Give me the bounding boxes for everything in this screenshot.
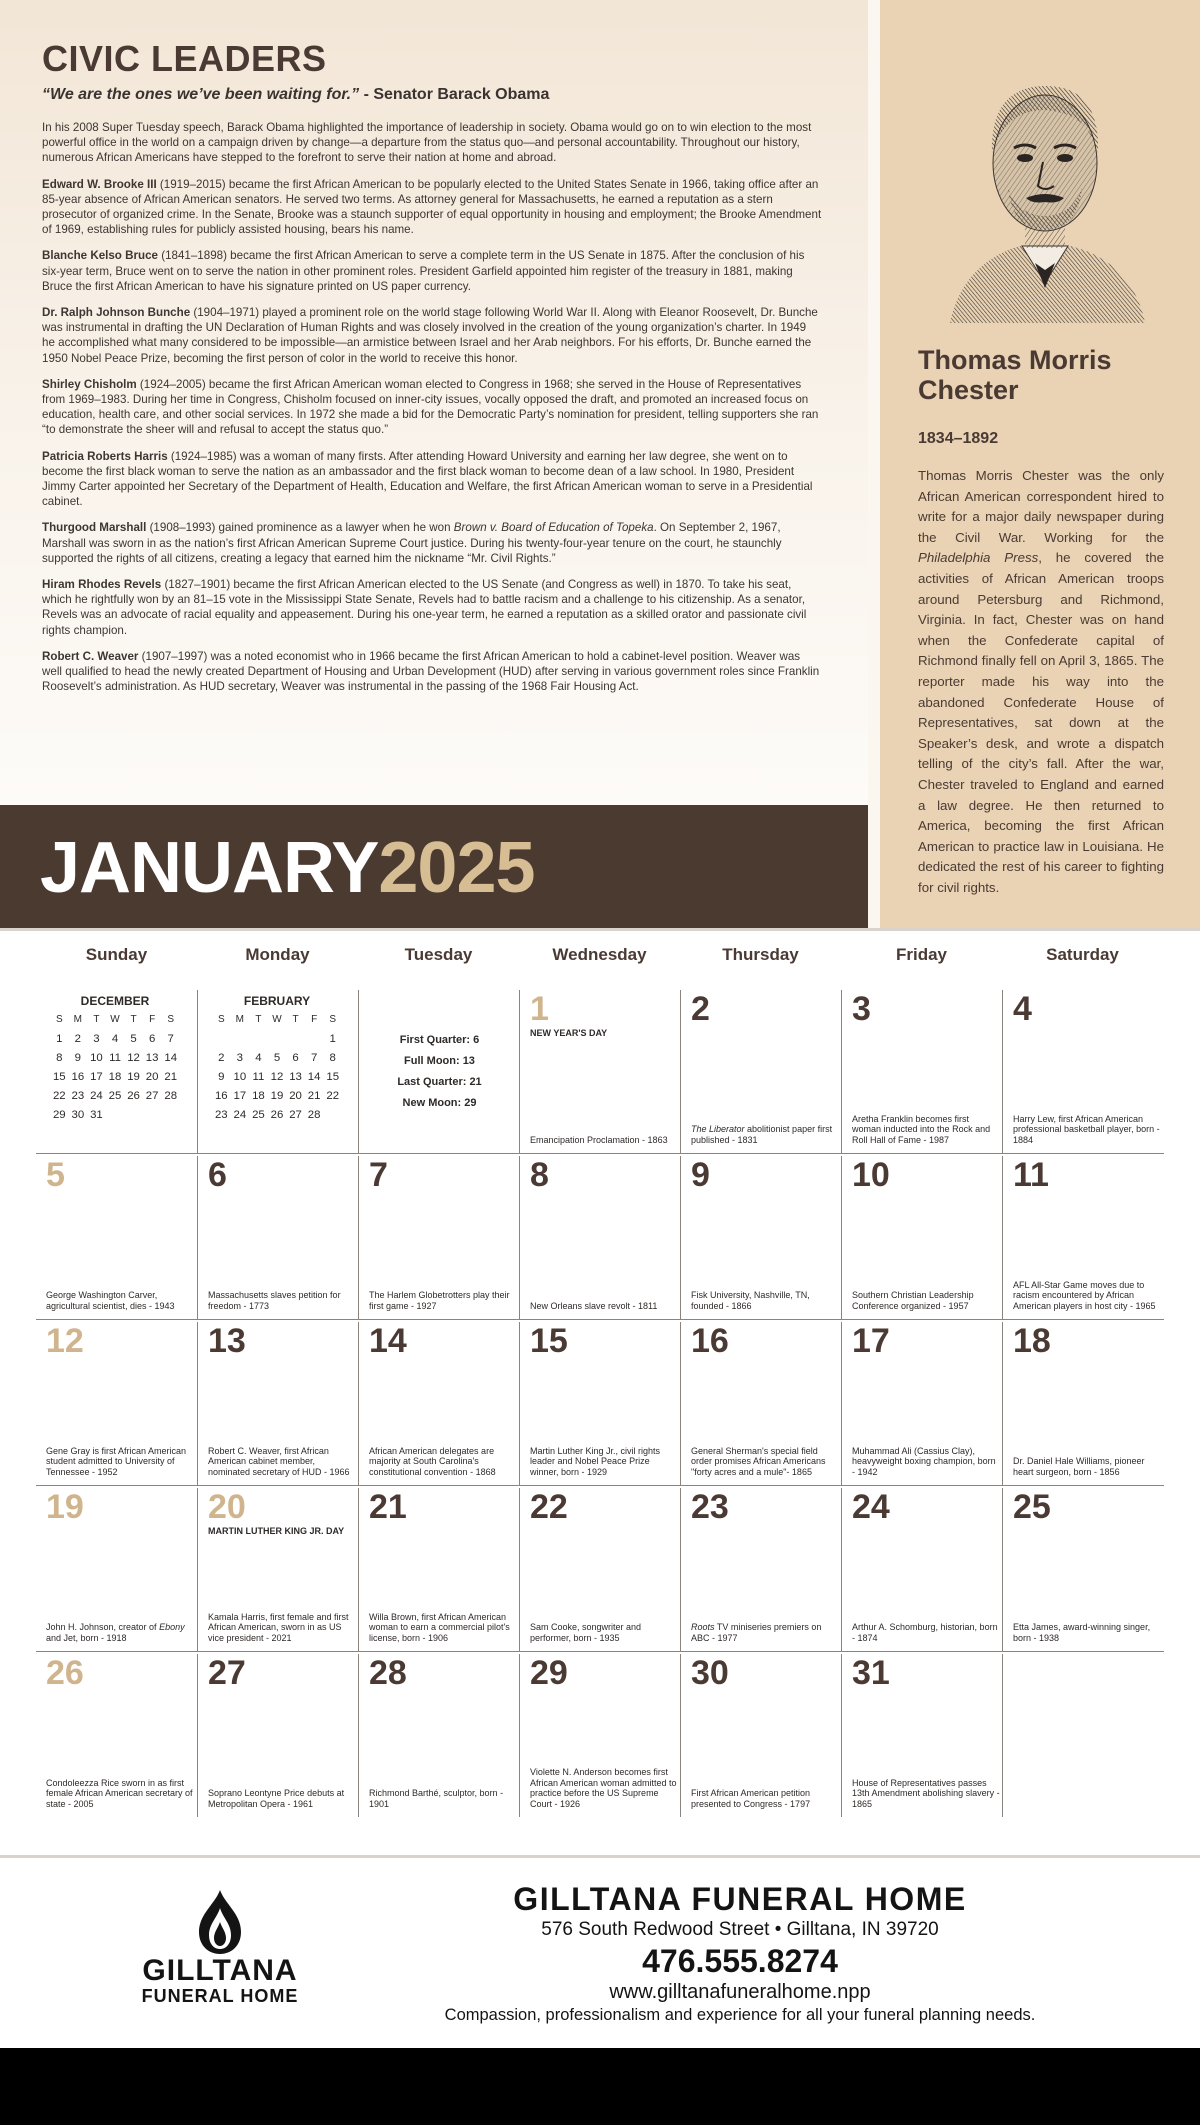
day-number: 28	[369, 1654, 407, 1692]
business-website[interactable]: www.gilltanafuneralhome.npp	[609, 1981, 871, 2003]
top-section	[0, 0, 1200, 928]
empty-day-cell	[1002, 1654, 1163, 1817]
mini-calendar-day: 24	[233, 1109, 247, 1121]
event-text: and Jet, born - 1918	[46, 1632, 127, 1643]
mini-calendar-day: 8	[329, 1052, 336, 1064]
holiday-label: MARTIN LUTHER KING JR. DAY	[208, 1526, 345, 1536]
mini-calendar-day: 19	[127, 1071, 140, 1083]
day-number: 19	[46, 1488, 84, 1526]
mini-calendar-day	[161, 1107, 180, 1123]
bio-text-2: , he covered the activities of African American troops around Petersburg and Richmond, Virginia. In fact, Chester was on hand when the Confederate capital of Richmond finally fell on April 3, 1865. The reporter made his way into the abandoned Confederate House of Representatives, sat down at the Speaker’s desk, and wrote a dispatch telling of the city’s fall. After the war, Chester traveled to England and earned a law degree. He then returned to America, becoming the first African American to practice law in Louisiana. He dedicated the rest of his career to fighting for civil rights.	[918, 550, 1164, 895]
day-cell[interactable]	[36, 1322, 197, 1485]
day-event	[852, 1114, 1000, 1146]
leader-name: Thurgood Marshall	[42, 521, 147, 535]
day-cell[interactable]	[519, 990, 680, 1153]
leader-text: (1841–1898) became the first African American to serve a complete term in the US Senate in 1875. After the conclusion of his six-year term, Bruce went on to serve the nation in other prominent roles. President Garfield appointed him register of the treasury in 1881, making Bruce the first African American to have his signature printed on US paper currency.	[42, 249, 805, 293]
mini-calendar-day: 27	[145, 1090, 159, 1102]
leader-paragraph	[42, 305, 822, 366]
civic-leaders-panel	[0, 0, 868, 805]
mini-calendar-day	[106, 1107, 125, 1123]
mini-calendar-weekday: S	[167, 1014, 175, 1025]
weekday-header: Monday	[245, 945, 310, 964]
leader-name: Edward W. Brooke III	[42, 177, 157, 191]
divider-strip	[868, 0, 880, 928]
day-number: 31	[852, 1654, 890, 1692]
logo-name: GILLTANA	[142, 1954, 298, 1987]
event-text: Emancipation Proclamation - 1863	[530, 1134, 668, 1145]
mini-calendar-day	[305, 1031, 324, 1047]
mini-calendar-day: 12	[127, 1052, 140, 1064]
contact-info	[380, 1880, 1100, 2026]
mini-calendar-day	[323, 1107, 342, 1123]
footer	[0, 1858, 1200, 2048]
day-event	[852, 1778, 1000, 1810]
featured-panel	[880, 0, 1200, 928]
business-logo	[120, 1888, 320, 2018]
bio-italic: Philadelphia Press	[918, 550, 1039, 566]
weekday-header: Saturday	[1046, 945, 1119, 964]
day-event	[208, 1290, 356, 1311]
day-cell[interactable]	[36, 1156, 197, 1319]
mini-calendar-day: 13	[289, 1071, 302, 1083]
event-italic: Ebony	[159, 1622, 185, 1632]
event-text: Etta James, award-winning singer, born - 1938	[1013, 1622, 1151, 1643]
mini-calendar-day	[143, 1107, 162, 1123]
mini-calendar-day: 15	[326, 1071, 340, 1083]
mini-calendar-weekday: W	[272, 1014, 282, 1025]
mini-calendar-day	[212, 1031, 231, 1047]
day-cell[interactable]	[358, 1654, 519, 1817]
day-number: 3	[852, 990, 871, 1028]
mini-calendar-weekday: S	[217, 1014, 225, 1025]
day-number: 2	[691, 990, 710, 1028]
day-number: 15	[530, 1322, 568, 1360]
day-event	[530, 1622, 678, 1643]
weekday-header: Wednesday	[552, 945, 647, 964]
featured-bio	[918, 466, 1164, 898]
leader-paragraph	[42, 449, 822, 510]
mini-calendar-day: 6	[148, 1033, 156, 1045]
page-title: CIVIC LEADERS	[42, 38, 327, 79]
event-text: abolitionist paper first published - 1831	[691, 1124, 833, 1145]
day-event	[46, 1778, 194, 1810]
month-year: 2025	[378, 828, 535, 908]
day-cell[interactable]	[519, 1156, 680, 1319]
day-number: 8	[530, 1156, 549, 1194]
business-address: 576 South Redwood Street • Gilltana, IN 39720	[541, 1919, 939, 1940]
portrait-sketch-icon	[940, 58, 1150, 323]
day-cell[interactable]	[841, 1654, 1002, 1817]
day-number: 23	[691, 1488, 729, 1526]
leader-paragraph	[42, 377, 822, 438]
day-event	[691, 1290, 839, 1311]
event-text: Robert C. Weaver, first African American cabinet member, nominated secretary of HUD - 1966	[208, 1445, 350, 1477]
mini-calendar-day: 20	[289, 1090, 302, 1102]
mini-calendar-day: 19	[270, 1090, 284, 1102]
day-cell[interactable]	[680, 990, 841, 1153]
day-event	[1013, 1280, 1161, 1312]
leader-name: Patricia Roberts Harris	[42, 449, 168, 463]
divider	[0, 928, 1200, 931]
day-event	[369, 1788, 517, 1809]
mini-calendar-title: DECEMBER	[80, 994, 150, 1008]
day-cell[interactable]	[680, 1488, 841, 1651]
mini-calendar-weekday: F	[149, 1014, 156, 1025]
mini-calendar-cell[interactable]	[197, 990, 358, 1153]
day-number: 11	[1013, 1156, 1049, 1194]
mini-calendar-day	[268, 1031, 287, 1047]
event-text: House of Representatives passes 13th Amendment abolishing slavery - 1865	[852, 1777, 1000, 1809]
day-number: 27	[208, 1654, 246, 1692]
leader-text: (1908–1993) gained prominence as a lawyer when he won	[146, 521, 454, 535]
holiday-label: NEW YEAR'S DAY	[530, 1028, 608, 1038]
day-number: 16	[691, 1322, 729, 1360]
mini-calendar-day: 7	[167, 1033, 174, 1045]
mini-calendar-cell[interactable]	[36, 990, 197, 1153]
mini-calendar-day: 2	[74, 1033, 82, 1045]
day-event	[1013, 1114, 1161, 1146]
day-event	[691, 1622, 839, 1643]
leader-name: Robert C. Weaver	[42, 649, 139, 663]
mini-calendar-day: 30	[71, 1109, 85, 1121]
event-text: Muhammad Ali (Cassius Clay), heavyweight boxing champion, born - 1942	[852, 1445, 996, 1477]
day-event	[208, 1446, 356, 1478]
event-text: Southern Christian Leadership Conference organized - 1957	[852, 1290, 974, 1311]
mini-calendar-day: 22	[326, 1090, 340, 1102]
day-number: 18	[1013, 1322, 1051, 1360]
day-cell[interactable]	[1002, 1322, 1163, 1485]
leader-name: Hiram Rhodes Revels	[42, 578, 162, 592]
event-text: John H. Johnson, creator of	[46, 1622, 160, 1632]
mini-calendar-day: 25	[108, 1090, 122, 1102]
mini-calendar-day: 3	[93, 1033, 100, 1045]
day-number: 21	[369, 1488, 407, 1526]
mini-calendar-day	[124, 1107, 143, 1123]
day-event	[691, 1446, 839, 1478]
leader-name: Shirley Chisholm	[42, 377, 137, 391]
day-cell[interactable]	[1002, 1156, 1163, 1319]
quote-text: “We are the ones we’ve been waiting for.”	[42, 86, 360, 103]
mini-calendar-day	[50, 1126, 69, 1142]
featured-dates: 1834–1892	[918, 430, 999, 447]
event-text: Richmond Barthé, sculptor, born - 1901	[369, 1788, 504, 1809]
mini-calendar-weekday: T	[93, 1014, 100, 1025]
leader-paragraphs	[42, 120, 822, 706]
day-cell[interactable]	[358, 1488, 519, 1651]
day-number: 10	[852, 1156, 890, 1194]
day-event	[1013, 1622, 1161, 1643]
day-event	[530, 1135, 678, 1146]
leader-text: (1919–2015) became the first African American to be popularly elected to the United States Senate in 1966, taking office after an 85-year absence of African American senators. He served two terms. As attorney general for Massachusetts, he earned a reputation as a stern prosecutor of organized crime. In the Senate, Brooke was a staunch supporter of equal opportunity in housing and employment; the Brooke Amendment of 1969, establishing rules for publicly assisted housing, bears his name.	[42, 177, 822, 237]
day-cell[interactable]	[1002, 1488, 1163, 1651]
mini-calendar-day: 6	[292, 1052, 299, 1064]
business-tagline: Compassion, professionalism and experience for all your funeral planning needs.	[444, 2006, 1036, 2024]
featured-name: Thomas Morris Chester	[918, 345, 1112, 405]
day-event	[369, 1290, 517, 1311]
day-cell[interactable]	[841, 990, 1002, 1153]
mini-calendar-day: 1	[56, 1033, 63, 1045]
day-cell[interactable]	[197, 1654, 358, 1817]
month-name: JANUARY	[40, 828, 379, 908]
mini-calendar-day: 9	[74, 1052, 82, 1064]
mini-calendar-day: 25	[252, 1109, 265, 1121]
bottom-bar	[0, 2048, 1200, 2125]
leader-text: (1907–1997) was a noted economist who in 1966 became the first African American to hold a cabinet-level position. Weaver was well qualified to head the newly created Department of Housing and Urban Development (HUD) after serving in various government roles since Franklin Roosevelt’s administration. As HUD secretary, Weaver was instrumental in the passing of the 1968 Fair Housing Act.	[42, 649, 820, 694]
weekday-header: Thursday	[722, 945, 799, 964]
moon-phase: Last Quarter: 21	[397, 1076, 482, 1088]
mini-calendar-day: 17	[233, 1090, 247, 1102]
event-text: The Harlem Globetrotters play their first game - 1927	[369, 1290, 510, 1311]
day-cell[interactable]	[197, 1156, 358, 1319]
event-text: Willa Brown, first African American woman to earn a commercial pilot's license, born - 1906	[369, 1611, 510, 1643]
day-cell[interactable]	[1002, 990, 1163, 1153]
mini-calendar-weekday: F	[311, 1014, 318, 1025]
mini-calendar-day: 10	[233, 1071, 247, 1083]
day-number: 14	[369, 1322, 407, 1360]
day-event	[852, 1446, 1000, 1478]
mini-calendar-weekday: M	[235, 1014, 245, 1025]
event-text: Aretha Franklin becomes first woman inducted into the Rock and Roll Hall of Fame - 1987	[852, 1113, 991, 1145]
mini-calendar-day: 15	[52, 1071, 66, 1083]
day-number: 29	[530, 1654, 568, 1692]
mini-calendar-day: 10	[90, 1052, 103, 1064]
row-divider	[36, 1153, 1164, 1154]
day-event	[691, 1788, 839, 1809]
leader-text: (1924–1985) was a woman of many firsts. After attending Howard University and earning her law degree, she went on to become the first black woman to serve the nation as an ambassador and the first black woman to become dean of a law school. In 1980, President Jimmy Carter appointed her Secretary of the Department of Health, Education and Welfare, the first African American woman to serve in a Presidential cabinet.	[42, 449, 813, 509]
business-phone[interactable]: 476.555.8274	[642, 1943, 838, 1979]
event-italic: Roots	[691, 1622, 715, 1632]
day-number: 7	[369, 1156, 388, 1194]
day-cell[interactable]	[36, 1488, 197, 1651]
leader-text: (1924–2005) became the first African American woman elected to Congress in 1968; she served in the House of Representatives from 1969–1983. During her time in Congress, Chisholm focused on inner-city issues, vocally opposed the draft, and promoted an increased focus on education, health care, and other social services. In 1972 she made a bid for the Democratic Party’s nomination for president, telling supporters she ran “to demonstrate the sheer will and refusal to accept the status quo.”	[42, 377, 819, 437]
event-text: General Sherman's special field order promises African Americans "forty acres and a mule"- 1865	[691, 1445, 826, 1477]
leader-text: . On September 2, 1967, Marshall was sworn in as the nation’s first African American Supreme Court justice. During his twenty-four-year tenure on the court, he staunchly supported the rights of all citizens, creating a legacy that earned him the nickname “Mr. Civil Rights.”	[42, 521, 782, 565]
mini-calendar-day: 16	[214, 1090, 228, 1102]
mini-calendar-day: 4	[111, 1033, 119, 1045]
leader-italic: Brown v. Board of Education of Topeka	[453, 521, 654, 535]
day-cell[interactable]	[36, 1654, 197, 1817]
day-cell[interactable]	[519, 1654, 680, 1817]
event-text: Violette N. Anderson becomes first African American woman admitted to practice before the US Supreme Court - 1926	[530, 1767, 677, 1809]
event-text: Martin Luther King Jr., civil rights leader and Nobel Peace Prize winner, born - 1929	[530, 1445, 661, 1477]
mini-calendar-day: 1	[329, 1033, 336, 1045]
mini-calendar-day: 7	[310, 1052, 318, 1064]
day-event	[46, 1290, 194, 1311]
logo-subtitle: FUNERAL HOME	[141, 1986, 299, 2006]
event-text: Sam Cooke, songwriter and performer, born - 1935	[530, 1622, 642, 1643]
mini-calendar-day: 24	[90, 1090, 103, 1102]
event-text: Fisk University, Nashville, TN, founded - 1866	[691, 1290, 810, 1311]
event-text: Condoleezza Rice sworn in as first female African American secretary of state - 2005	[46, 1777, 193, 1809]
mini-calendar-weekday: S	[329, 1014, 337, 1025]
leader-paragraph	[42, 177, 822, 238]
event-text: Kamala Harris, first female and first African American, sworn in as US vice president - 2021	[208, 1611, 349, 1643]
day-number: 26	[46, 1654, 84, 1692]
quote-attribution: - Senator Barack Obama	[359, 86, 550, 103]
day-event	[208, 1788, 356, 1809]
mini-calendar-day: 28	[164, 1090, 178, 1102]
day-number: 25	[1013, 1488, 1051, 1526]
event-text: AFL All-Star Game moves due to racism encountered by African American players in host city - 1965	[1013, 1279, 1156, 1311]
event-text: Massachusetts slaves petition for freedom - 1773	[208, 1290, 341, 1311]
leader-paragraph	[42, 649, 822, 695]
mini-calendar-day: 13	[145, 1052, 159, 1064]
mini-calendar-next	[212, 994, 342, 1123]
mini-calendar-day: 26	[270, 1109, 284, 1121]
day-cell[interactable]	[680, 1156, 841, 1319]
mini-calendar-day: 14	[164, 1052, 178, 1064]
bio-text: Thomas Morris Chester was the only African American correspondent hired to write for a major daily newspaper during the Civil War. Working for the	[918, 468, 1164, 545]
month-title	[40, 827, 535, 909]
day-cell[interactable]	[841, 1322, 1002, 1485]
mini-calendar-day: 23	[71, 1090, 85, 1102]
day-number: 5	[46, 1156, 65, 1194]
mini-calendar-day: 11	[109, 1052, 121, 1064]
mini-calendar-day: 31	[90, 1109, 103, 1121]
mini-calendar-prev	[50, 994, 180, 1142]
day-cell[interactable]	[197, 1322, 358, 1485]
event-text: George Washington Carver, agricultural scientist, dies - 1943	[46, 1290, 175, 1311]
day-event	[208, 1612, 356, 1644]
moon-phases	[359, 1030, 520, 1114]
mini-calendar-day: 9	[218, 1071, 225, 1083]
day-number: 17	[852, 1322, 890, 1360]
weekday-header: Friday	[895, 945, 948, 964]
mini-calendar-day	[286, 1031, 305, 1047]
day-cell[interactable]	[519, 1322, 680, 1485]
month-banner	[0, 805, 868, 928]
mini-calendar-day: 22	[52, 1090, 66, 1102]
day-cell[interactable]	[680, 1654, 841, 1817]
mini-calendar-day: 3	[236, 1052, 244, 1064]
row-divider	[36, 1651, 1164, 1652]
business-name: GILLTANA FUNERAL HOME	[513, 1881, 967, 1917]
moon-phases-cell[interactable]	[358, 990, 519, 1153]
day-number: 1	[530, 990, 549, 1028]
leader-paragraph	[42, 520, 822, 566]
day-number: 30	[691, 1654, 729, 1692]
mini-calendar-day: 2	[218, 1052, 225, 1064]
day-cell[interactable]	[197, 1488, 358, 1651]
day-number: 22	[530, 1488, 568, 1526]
event-text: Arthur A. Schomburg, historian, born - 1874	[852, 1622, 998, 1643]
event-text: Soprano Leontyne Price debuts at Metropolitan Opera - 1961	[208, 1788, 345, 1809]
event-text: Harry Lew, first African American professional basketball player, born - 1884	[1013, 1113, 1160, 1145]
mini-calendar-day: 21	[164, 1071, 178, 1083]
day-event	[852, 1290, 1000, 1311]
day-cell[interactable]	[841, 1488, 1002, 1651]
leader-text: (1904–1971) played a prominent role on the world stage following World War II. Along with Eleanor Roosevelt, Dr. Bunche was instrumental in drafting the UN Declaration of Human Rights and was closely involved in the creation of the young organization’s charter. In 1949 he accomplished what many considered to be impossible—an armistice between Israel and her Arab neighbors. For his efforts, Dr. Bunche earned the 1950 Nobel Peace Prize, becoming the first person of color in the world to receive this honor.	[42, 306, 818, 365]
day-event	[46, 1446, 194, 1478]
mini-calendar-day	[231, 1031, 250, 1047]
day-event	[46, 1622, 194, 1643]
leader-name: Blanche Kelso Bruce	[42, 249, 158, 263]
leader-text: (1827–1901) became the first African American elected to the US Senate (and Congress as well) in 1870. To take his seat, which he rightfully won by an 81–15 vote in the Mississippi State Senate, Revels had to battle racism and a challenge to his citizenship. As a senator, Revels was an advocate of racial equality and appeasement. During his one-year term, he earned a reputation as a skilled orator and passionate civil rights champion.	[42, 578, 807, 637]
mini-calendar-day: 5	[130, 1033, 137, 1045]
day-number: 13	[208, 1322, 246, 1360]
mini-calendar-day	[249, 1031, 268, 1047]
day-event	[530, 1446, 678, 1478]
mini-calendar-day: 28	[307, 1109, 321, 1121]
mini-calendar-day: 5	[273, 1052, 281, 1064]
mini-calendar-day: 8	[56, 1052, 63, 1064]
event-text: First African American petition presented to Congress - 1797	[691, 1788, 811, 1809]
mini-calendar-day: 16	[71, 1071, 85, 1083]
mini-calendar-day: 11	[252, 1071, 265, 1083]
mini-calendar-weekday: M	[73, 1014, 83, 1025]
mini-calendar-day: 18	[108, 1071, 122, 1083]
mini-calendar-day: 26	[127, 1090, 140, 1102]
day-number: 9	[691, 1156, 710, 1194]
day-cell[interactable]	[358, 1156, 519, 1319]
event-text: African American delegates are majority at South Carolina's constitutional convention - 1868	[369, 1445, 496, 1477]
day-event	[530, 1767, 678, 1809]
event-text: TV miniseries premiers on ABC - 1977	[691, 1622, 822, 1643]
leader-paragraph	[42, 248, 822, 294]
event-text: New Orleans slave revolt - 1811	[530, 1300, 658, 1311]
quote	[42, 86, 549, 104]
mini-calendar-day: 4	[255, 1052, 262, 1064]
mini-calendar-day: 20	[145, 1071, 159, 1083]
day-event	[1013, 1456, 1161, 1477]
day-cell[interactable]	[680, 1322, 841, 1485]
mini-calendar-day: 17	[90, 1071, 103, 1083]
weekday-header: Tuesday	[404, 945, 473, 964]
mini-calendar-weekday: S	[55, 1014, 63, 1025]
mini-calendar-day: 12	[270, 1071, 284, 1083]
day-event	[369, 1612, 517, 1644]
moon-phase: First Quarter: 6	[399, 1034, 480, 1046]
mini-calendar-day: 18	[252, 1090, 265, 1102]
intro-paragraph: In his 2008 Super Tuesday speech, Barack Obama highlighted the importance of leadership in society. Obama would go on to win election to the most powerful office in the world on a campaign driven by change—a departure from the status quo—and personal accountability. Throughout our history, numerous African Americans have stepped to the forefront to serve their nation at home and abroad.	[42, 121, 812, 165]
day-number: 24	[852, 1488, 890, 1526]
day-event	[369, 1446, 517, 1478]
mini-calendar-title: FEBRUARY	[243, 994, 311, 1008]
event-italic: The Liberator	[691, 1124, 745, 1134]
event-text: Gene Gray is first African American student admitted to University of Tennessee - 1952	[46, 1445, 187, 1477]
day-number: 12	[46, 1322, 84, 1360]
mini-calendar-weekday: W	[110, 1014, 120, 1025]
mini-calendar-day: 23	[214, 1109, 228, 1121]
mini-calendar-day: 21	[307, 1090, 321, 1102]
moon-phase: Full Moon: 13	[404, 1055, 475, 1067]
day-event	[530, 1301, 678, 1312]
day-number: 6	[208, 1156, 227, 1194]
row-divider	[36, 1319, 1164, 1320]
day-event	[852, 1622, 1000, 1643]
mini-calendar-day: 29	[52, 1109, 66, 1121]
leader-paragraph	[42, 577, 822, 638]
day-event	[691, 1124, 839, 1145]
mini-calendar-weekday: T	[292, 1014, 299, 1025]
event-text: Dr. Daniel Hale Williams, pioneer heart surgeon, born - 1856	[1013, 1456, 1145, 1477]
flame-icon	[195, 1888, 245, 1956]
moon-phase: New Moon: 29	[402, 1097, 477, 1109]
weekday-header: Sunday	[85, 945, 148, 964]
day-number: 4	[1013, 990, 1032, 1028]
mini-calendar-weekday: T	[130, 1014, 137, 1025]
mini-calendar-day: 14	[307, 1071, 321, 1083]
mini-calendar-weekday: T	[255, 1014, 262, 1025]
day-number: 20	[208, 1488, 246, 1526]
day-cell[interactable]	[358, 1322, 519, 1485]
mini-calendar-day: 27	[289, 1109, 302, 1121]
leader-name: Dr. Ralph Johnson Bunche	[42, 306, 191, 320]
row-divider	[36, 1485, 1164, 1486]
day-cell[interactable]	[519, 1488, 680, 1651]
day-cell[interactable]	[841, 1156, 1002, 1319]
